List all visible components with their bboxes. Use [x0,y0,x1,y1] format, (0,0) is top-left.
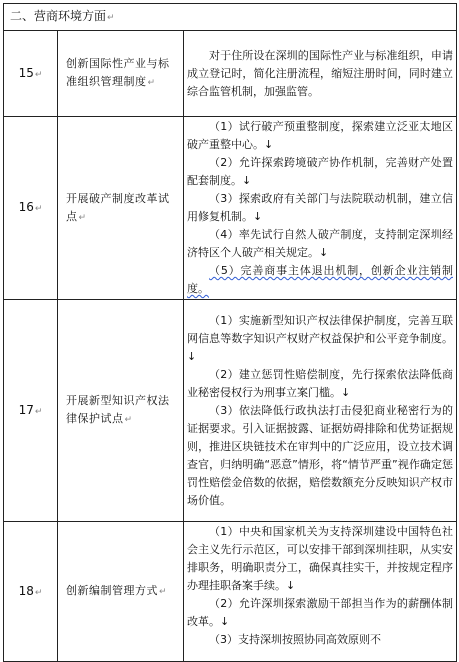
content-paragraph: （5）完善商事主体退出机制，创新企业注销制度。 [187,264,453,295]
content-paragraph: （1）实施新型知识产权法律保护制度，完善互联网信息等数字知识产权财产权益保护和公平竞争制度。↓ [187,313,453,363]
content-paragraph: （1）中央和国家机关为支持深圳建设中国特色社会主义先行示范区，可以安排干部到深圳挂职，从实安排职务，明确职责分工，确保真挂实干，并按规定程序办理挂职备案手续。↓ [187,525,453,592]
content-paragraph: （2）允许探索跨境破产协作机制，完善财产处置配套制度。↓ [187,156,453,187]
section-title-cell [4,4,457,31]
table-row [4,117,457,300]
row-title: 开展破产制度改革试点↵ [58,117,184,300]
row-content [184,300,457,522]
row-content [184,31,457,117]
content-paragraph: （1）试行破产预重整制度，探索建立泛亚太地区破产重整中心。↓ [187,120,453,151]
table-row [4,522,457,662]
content-paragraph: （3）探索政府有关部门与法院联动机制，建立信用修复机制。↓ [187,192,453,223]
row-number: 15↵ [4,31,58,117]
section-header-row [4,4,457,31]
table-row [4,300,457,522]
row-number: 16↵ [4,117,58,300]
content-paragraph: （3）支持深圳按照协同高效原则不 [209,633,381,646]
section-title: 二、营商环境方面 [10,9,107,23]
row-title: 创新国际性产业与标准组织管理制度↵ [58,31,184,117]
content-paragraph: 对于住所设在深圳的国际性产业与标准组织，申请成立登记时，简化注册流程，缩短注册时间，同时建立综合监管机制，加强监管。 [187,48,453,98]
content-paragraph: （2）建立惩罚性赔偿制度，先行探索依法降低商业秘密侵权行为刑事立案门槛。↓ [187,367,453,399]
paragraph-mark: ↵ [107,13,115,23]
policy-table [3,3,457,662]
content-paragraph: （4）率先试行自然人破产制度，支持制定深圳经济特区个人破产相关规定。↓ [187,228,453,259]
row-title: 创新编制管理方式↵ [58,522,184,662]
row-number: 17↵ [4,300,58,522]
table-row [4,31,457,117]
row-number: 18↵ [4,522,58,662]
content-paragraph: （2）允许深圳探索激励干部担当作为的薪酬体制改革。↓ [187,597,453,628]
row-title: 开展新型知识产权法律保护试点↵ [58,300,184,522]
row-content [184,522,457,662]
row-content [184,117,457,300]
content-paragraph: （3）依法降低行政执法打击侵犯商业秘密行为的证据要求。引入证据披露、证据妨碍排除和优势证据规则，推进区块链技术在审判中的广泛应用，设立技术调查官，归纳明确“恶意”情形，将“情节严重”视作确定惩罚性赔偿金倍数的依据，赔偿数额充分反映知识产权市场价值。 [187,403,453,507]
